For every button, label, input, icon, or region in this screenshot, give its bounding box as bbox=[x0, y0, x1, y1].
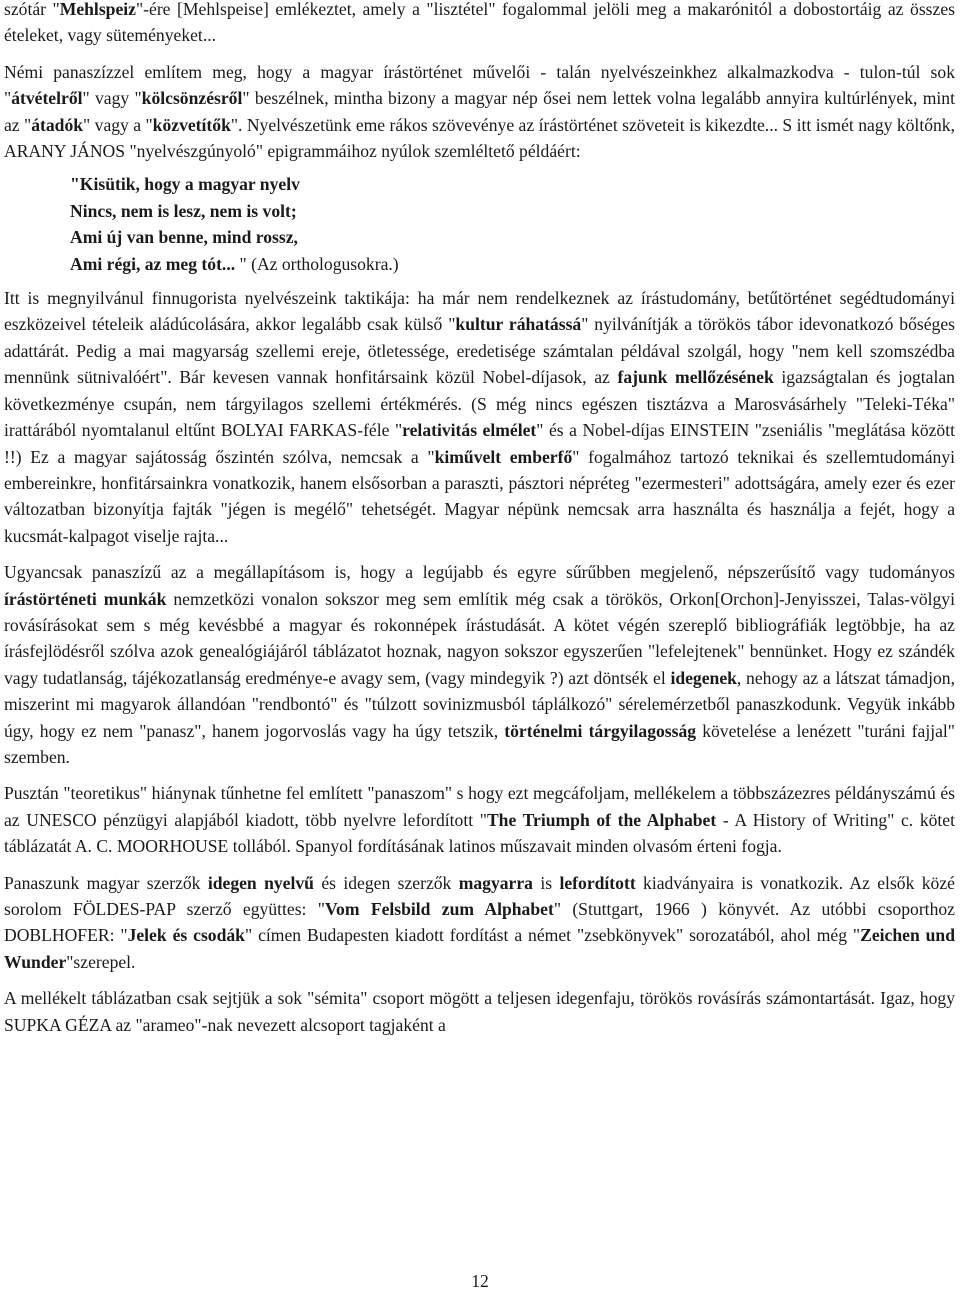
bold-phrase: Vom Felsbild zum Alphabet bbox=[324, 899, 554, 919]
epigram-line-1: "Kisütik, hogy a magyar nyelv bbox=[70, 174, 300, 195]
bold-phrase: idegen nyelvű bbox=[207, 872, 314, 893]
text-run: nemzetközi vonalon sokszor meg sem említik még csak a törökös, Orkon[Orchon]-Jenyisszei, Talas-völgyi rovásírásokat sem s még kevésbbé a magyar és rokonnépek írástudását. A kötet végén szereplő bibliográfiák legtöbbje, ha az írásfejlödésről szólva azok genealógiájáról táblázatot hoznak, nagyon sokszor egyszerűen "lefelejtenek" bennünket. Hogy ez szándék vagy tudatlanság, tájékozatlanság eredménye-e avagy sem, (vagy mindegyik ?) azt döntsék el bbox=[4, 588, 955, 688]
paragraph-6 bbox=[4, 870, 955, 976]
text-run: Némi panaszízzel említem meg, hogy a magyar írástörténet művelői - talán nyelvészeinkhez alkalmazkodva - tulon-túl sok " bbox=[4, 61, 955, 109]
bold-phrase: átvételről bbox=[11, 88, 83, 109]
epigram-source: " (Az orthologusokra.) bbox=[235, 253, 399, 274]
text-run: " címen Budapesten kiadott fordítást a német "zsebkönyvek" sorozatából, ahol még " bbox=[244, 925, 861, 946]
bold-phrase: Mehlspeiz bbox=[59, 0, 136, 19]
text-run: ". Nyelvészetünk eme rákos szövevénye az írástörténet szöveteit is kikezdte... S itt ismét nagy költőnk, ARANY JÁNOS "nyelvészgúnyoló" epigrammáihoz nyúlok szemléltető példáért: bbox=[4, 114, 955, 162]
page-number: 12 bbox=[471, 1271, 489, 1291]
text-run: "szerepel. bbox=[66, 951, 136, 972]
bold-phrase: lefordított bbox=[559, 872, 636, 893]
epigram-line-4 bbox=[70, 251, 955, 277]
paragraph-3 bbox=[4, 285, 955, 549]
bold-phrase: kölcsönzésről bbox=[141, 88, 243, 109]
bold-phrase: Jelek és csodák bbox=[127, 925, 245, 946]
paragraph-1 bbox=[4, 0, 955, 49]
bold-phrase: átadók bbox=[31, 114, 84, 135]
bold-phrase: relativitás elmélet bbox=[402, 420, 537, 441]
text-run: is bbox=[532, 872, 560, 893]
epigram-line-2: Nincs, nem is lesz, nem is volt; bbox=[70, 200, 297, 221]
document-page bbox=[4, 0, 955, 1038]
text-run: " és a Nobel-díjas EINSTEIN "zseniális "meglátása között !!) Ez a magyar sajátosság őszintén szólva, nemcsak a " bbox=[4, 420, 955, 467]
text-run: " fogalmához tartozó teknikai és szellemtudományi embereinkre, honfitársainkra vonatkozik, hanem elsősorban a paraszti, pásztori népréteg "ezermesteri" adottságára, amely ezer és ezer változatban bizonyítja fajták "jégen is megélő" tehetségét. Magyar népünk nemcsak arra használta és használja a fejét, hogy a kucsmát-kalpagot viselje rajta... bbox=[4, 446, 956, 546]
text-run: kiadványaira is vonatkozik. Az elsők közé sorolom FÖLDES-PAP szerző együttes: " bbox=[4, 872, 955, 919]
epigram-line-4-text: Ami régi, az meg tót... bbox=[70, 253, 236, 274]
text-run: A mellékelt táblázatban csak sejtjük a sok "sémita" csoport mögött a teljesen idegenfaju, törökös rovásírás számontartását. Igaz, hogy SUPKA GÉZA az "arameo"-nak nevezett alcsoport tagjaként a bbox=[4, 988, 955, 1035]
epigram-line-3: Ami új van benne, mind rossz, bbox=[70, 227, 298, 248]
text-run: Itt is megnyilvánul finnugorista nyelvészeink taktikája: ha már nem rendelkeznek az írástudomány, betűtörténet segédtudományi eszközeivel tételeik aládúcolására, akkor legalább csak külső " bbox=[4, 288, 955, 335]
text-run: - A History of Writing" c. kötet táblázatát A. C. MOORHOUSE tollából. Spanyol fordításának latinos műszavait minden olvasóm érteni fogja. bbox=[4, 809, 956, 857]
text-run: és idegen szerzők bbox=[313, 872, 459, 893]
bold-phrase: The Triumph of the Alphabet bbox=[486, 809, 717, 830]
text-run: "-ére [Mehlspeise] emlékeztet, amely a "lisztétel" fogalommal jelöli meg a makarónitól a dobostortáig az összes ételeket, vagy süteményeket... bbox=[4, 0, 955, 46]
bold-phrase: közvetítők bbox=[152, 114, 231, 135]
paragraph-4 bbox=[4, 559, 955, 770]
text-run: , nehogy az a látszat támadjon, miszerint mi magyarok állandóan "rendbontó" és "túlzott sovinizmusból táplálkozó" sérelemérzetből panaszkodunk. Vegyük inkább úgy, hogy ez nem "panasz", hanem jogorvoslás vagy ha úgy tetszik, bbox=[4, 667, 956, 741]
text-run: " vagy a " bbox=[83, 114, 153, 135]
paragraph-5 bbox=[4, 780, 955, 859]
text-run: " nyilvánítják a törökös tábor idevonatkozó bőséges adattárát. Pedig a mai magyarság szellemi ereje, ötletessége, eredetisége számtalan példával szolgál, hogy "nem kell szomszédba mennünk sütnivalóért". Bár kevesen vannak honfitársaink közül Nobel-díjasok, az bbox=[4, 314, 956, 388]
bold-phrase: történelmi tárgyilagosság bbox=[504, 720, 697, 741]
bold-phrase: kultur ráhatássá bbox=[455, 314, 582, 335]
paragraph-2 bbox=[4, 59, 955, 165]
text-run: szótár " bbox=[4, 0, 60, 19]
text-run: " (Stuttgart, 1966 ) könyvét. Az utóbbi csoporthoz DOBLHOFER: " bbox=[4, 899, 955, 946]
bold-phrase: Zeichen und Wunder bbox=[4, 925, 956, 972]
bold-phrase: kiművelt emberfő bbox=[434, 446, 573, 467]
epigram-quote bbox=[70, 171, 955, 277]
bold-phrase: idegenek bbox=[670, 667, 737, 688]
bold-phrase: írástörténeti munkák bbox=[4, 588, 167, 609]
text-run: Panaszunk magyar szerzők bbox=[4, 872, 208, 893]
bold-phrase: fajunk mellőzésének bbox=[617, 367, 774, 388]
text-run: " vagy " bbox=[82, 88, 142, 109]
text-run: Pusztán "teoretikus" hiánynak tűnhetne fel említett "panaszom" s hogy ezt megcáfoljam, mellékelem a többszázezres példányszámú és az UNESCO pénzügyi alapjából kiadott, több nyelvre lefordított " bbox=[4, 783, 955, 830]
bold-phrase: magyarra bbox=[458, 872, 533, 893]
text-run: Ugyancsak panaszízű az a megállapításom is, hogy a legújabb és egyre sűrűbben megjelenő, népszerűsítő vagy tudományos bbox=[4, 562, 955, 583]
paragraph-7 bbox=[4, 985, 955, 1038]
text-run: követelése a lenézett "turáni fajjal" szemben. bbox=[4, 720, 955, 767]
text-run: igazságtalan és jogtalan következménye csupán, nem tárgyilagos szellemi értékmérés. (S még nincs egészen tisztázva a Marosvásárhely "Teleki-Téka" irattárából nyomtalanul eltűnt BOLYAI FARKAS-féle " bbox=[4, 367, 955, 441]
text-run: " beszélnek, mintha bizony a magyar nép ősei nem lettek volna legalább annyira kultúrlények, mint az " bbox=[4, 88, 955, 135]
